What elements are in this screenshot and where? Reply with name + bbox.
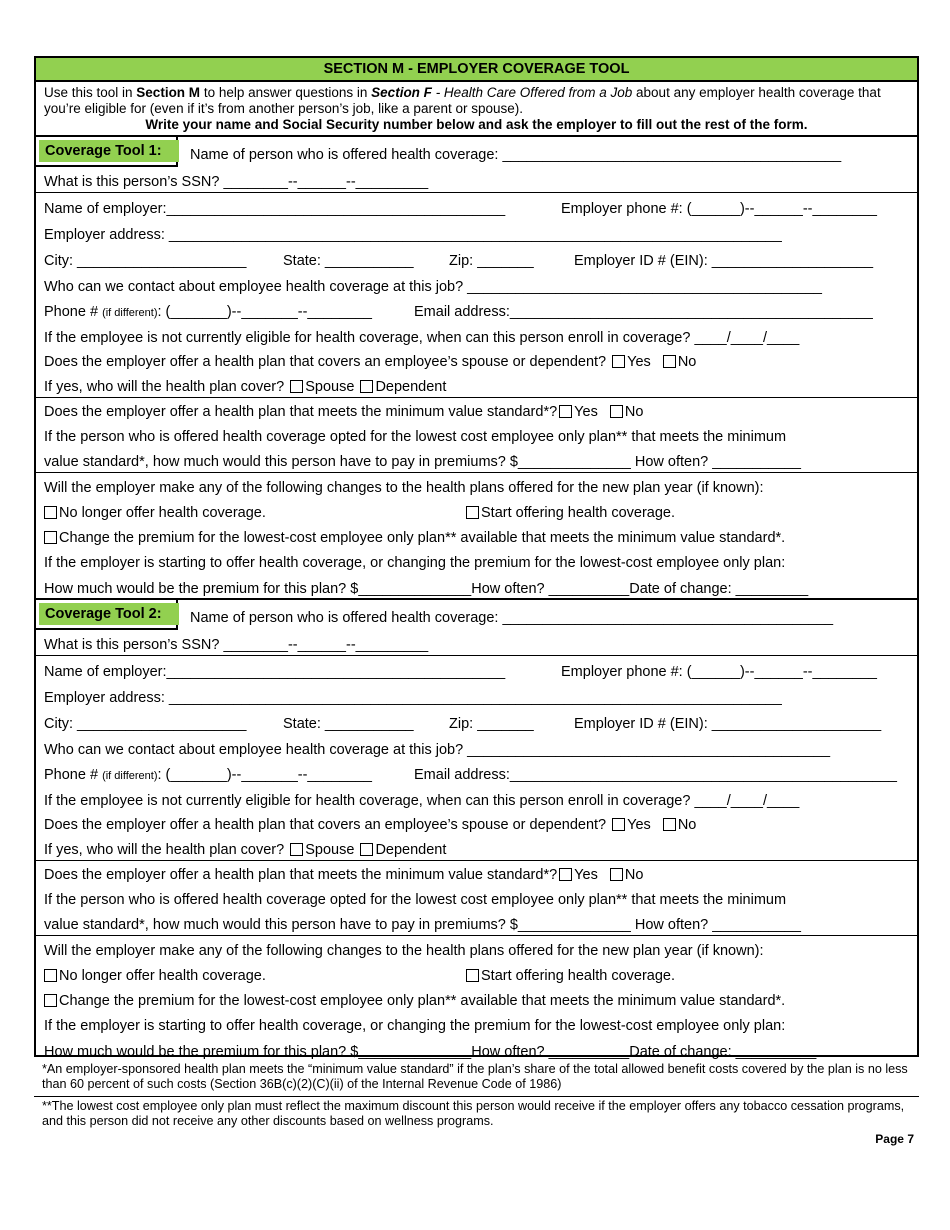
new-premium-field[interactable]: How much would be the premium for this plan? $______________How often? __________Date of change: _________	[44, 581, 809, 597]
divider	[36, 860, 917, 861]
tool-badge-box	[36, 600, 178, 630]
change-premium-checkbox[interactable]	[44, 994, 57, 1007]
question-text: If yes, who will the health plan cover?	[44, 379, 285, 395]
page-number: Page 7	[875, 1132, 914, 1146]
option-label: Start offering health coverage.	[481, 505, 675, 521]
dependent-checkbox[interactable]	[360, 380, 373, 393]
dependent-checkbox[interactable]	[360, 843, 373, 856]
intro-part: - Health Care Offered from a Job	[431, 85, 633, 100]
question-text: Does the employer offer a health plan that covers an employee’s spouse or dependent?	[44, 354, 607, 370]
person-name-field[interactable]: Name of person who is offered health coverage: __________________________________________	[190, 147, 842, 163]
coverage-tool-1	[36, 137, 917, 599]
city-field[interactable]: City: _____________________	[44, 253, 247, 269]
premium-field[interactable]: value standard*, how much would this person have to pay in premiums? $______________ How often? ___________	[44, 454, 801, 470]
start-offering-checkbox[interactable]	[466, 969, 479, 982]
yes-checkbox[interactable]	[612, 818, 625, 831]
start-offering-option	[466, 967, 911, 985]
question-text: Does the employer offer a health plan that covers an employee’s spouse or dependent?	[44, 817, 607, 833]
tool-badge: Coverage Tool 1:	[39, 140, 179, 162]
spouse-checkbox[interactable]	[290, 380, 303, 393]
divider	[36, 935, 917, 936]
no-checkbox[interactable]	[610, 405, 623, 418]
phone-blank: : (_______)--_______--________	[157, 767, 372, 783]
tool-badge-box	[36, 137, 178, 167]
change-premium-option	[44, 529, 911, 547]
dependent-label: Dependent	[375, 379, 447, 395]
yes-checkbox[interactable]	[559, 405, 572, 418]
intro-text	[36, 82, 917, 136]
changes-question: Will the employer make any of the following changes to the health plans offered for the new plan year (if known):	[44, 943, 764, 959]
intro-part: Section F	[371, 85, 432, 100]
no-label: No	[677, 817, 697, 833]
yes-checkbox[interactable]	[612, 355, 625, 368]
option-label: Start offering health coverage.	[481, 968, 675, 984]
phone-label: Phone #	[44, 767, 103, 783]
phone-blank: : (_______)--_______--________	[157, 304, 372, 320]
yes-checkbox[interactable]	[559, 868, 572, 881]
person-name-field[interactable]: Name of person who is offered health coverage: _________________________________________	[190, 610, 834, 626]
state-field[interactable]: State: ___________	[283, 716, 414, 732]
intro-paragraph	[44, 85, 909, 117]
dependent-label: Dependent	[375, 842, 447, 858]
min-value-question	[44, 403, 911, 421]
spouse-label: Spouse	[305, 842, 355, 858]
phone-note: (if different)	[102, 307, 158, 319]
contact-field[interactable]: Who can we contact about employee health coverage at this job? ____________________________________________	[44, 279, 823, 295]
no-longer-checkbox[interactable]	[44, 969, 57, 982]
change-premium-checkbox[interactable]	[44, 531, 57, 544]
divider	[36, 472, 917, 473]
lowest-cost-line-1: If the person who is offered health coverage opted for the lowest cost employee only plan** that meets the minimum	[44, 892, 787, 908]
phone-note: (if different)	[102, 770, 158, 782]
start-offering-option	[466, 504, 911, 522]
email-field[interactable]: Email address:________________________________________________	[414, 767, 897, 783]
contact-field[interactable]: Who can we contact about employee health coverage at this job? _____________________________________________	[44, 742, 831, 758]
min-value-question	[44, 866, 911, 884]
intro-part: to help answer questions in	[200, 85, 372, 100]
option-label: Change the premium for the lowest-cost employee only plan** available that meets the minimum value standard*.	[59, 530, 786, 546]
premium-field[interactable]: value standard*, how much would this person have to pay in premiums? $______________ How often? ___________	[44, 917, 801, 933]
employer-name-field[interactable]: Name of employer:__________________________________________	[44, 664, 506, 680]
email-field[interactable]: Email address:_____________________________________________	[414, 304, 873, 320]
ein-field[interactable]: Employer ID # (EIN): _____________________	[574, 716, 882, 732]
intro-part: about any employer health coverage that you’re eligible for (even if it’s from another person’s job, like a parent or spouse).	[44, 85, 881, 116]
new-premium-field[interactable]: How much would be the premium for this plan? $______________How often? __________Date of change: __________	[44, 1044, 817, 1060]
option-label: No longer offer health coverage.	[59, 505, 266, 521]
coverage-tool-2	[36, 600, 917, 1060]
no-checkbox[interactable]	[663, 355, 676, 368]
option-label: No longer offer health coverage.	[59, 968, 266, 984]
spouse-checkbox[interactable]	[290, 843, 303, 856]
divider	[36, 192, 917, 193]
intro-instruction: Write your name and Social Security number below and ask the employer to fill out the rest of the form.	[145, 117, 808, 132]
footnote-min-value: *An employer-sponsored health plan meets the “minimum value standard” if the plan’s share of the total allowed benefit costs covered by the plan is no less than 60 percent of such costs (Section 36B(c)(2)(C)(ii) of the Internal Revenue Code of 1986)	[42, 1062, 908, 1091]
employer-coverage-form	[34, 56, 919, 1060]
employer-name-field[interactable]: Name of employer:__________________________________________	[44, 201, 506, 217]
employer-phone-field[interactable]: Employer phone #: (______)--______--________	[561, 664, 877, 680]
question-text: Does the employer offer a health plan that meets the minimum value standard*?	[44, 867, 558, 883]
who-cover-question	[44, 841, 911, 859]
footnote-lowest-cost: **The lowest cost employee only plan must reflect the maximum discount this person would receive if the employer offers any tobacco cessation programs, and this person did not receive any other discounts based on wellness programs.	[42, 1099, 905, 1128]
starting-text: If the employer is starting to offer health coverage, or changing the premium for the lowest-cost employee only plan:	[44, 555, 786, 571]
no-label: No	[677, 354, 697, 370]
question-text: If yes, who will the health plan cover?	[44, 842, 285, 858]
option-label: Change the premium for the lowest-cost employee only plan** available that meets the minimum value standard*.	[59, 993, 786, 1009]
employer-address-field[interactable]: Employer address: ____________________________________________________________________________	[44, 690, 782, 706]
zip-field[interactable]: Zip: _______	[449, 716, 534, 732]
no-checkbox[interactable]	[610, 868, 623, 881]
section-title: SECTION M - EMPLOYER COVERAGE TOOL	[36, 58, 917, 82]
ein-field[interactable]: Employer ID # (EIN): ____________________	[574, 253, 874, 269]
lowest-cost-line-1: If the person who is offered health coverage opted for the lowest cost employee only plan** that meets the minimum	[44, 429, 787, 445]
yes-label: Yes	[627, 817, 651, 833]
no-longer-checkbox[interactable]	[44, 506, 57, 519]
spouse-label: Spouse	[305, 379, 355, 395]
change-premium-option	[44, 992, 911, 1010]
tool-badge: Coverage Tool 2:	[39, 603, 179, 625]
yes-label: Yes	[574, 404, 598, 420]
start-offering-checkbox[interactable]	[466, 506, 479, 519]
starting-text: If the employer is starting to offer health coverage, or changing the premium for the lowest-cost employee only plan:	[44, 1018, 786, 1034]
no-checkbox[interactable]	[663, 818, 676, 831]
intro-part: Use this tool in	[44, 85, 137, 100]
employer-address-field[interactable]: Employer address: ____________________________________________________________________________	[44, 227, 782, 243]
who-cover-question	[44, 378, 911, 396]
spouse-question	[44, 816, 911, 834]
no-label: No	[624, 404, 644, 420]
intro-part: Section M	[136, 85, 201, 100]
employer-phone-field[interactable]: Employer phone #: (______)--______--________	[561, 201, 877, 217]
ssn-field[interactable]: What is this person’s SSN? ________--______--_________	[44, 637, 429, 653]
enroll-date-field[interactable]: If the employee is not currently eligible for health coverage, when can this person enroll in coverage? ____/____/____	[44, 330, 800, 346]
phone-label: Phone #	[44, 304, 103, 320]
divider	[36, 397, 917, 398]
yes-label: Yes	[574, 867, 598, 883]
divider	[34, 1096, 919, 1097]
ssn-field[interactable]: What is this person’s SSN? ________--______--_________	[44, 174, 429, 190]
no-label: No	[624, 867, 644, 883]
state-field[interactable]: State: ___________	[283, 253, 414, 269]
city-field[interactable]: City: _____________________	[44, 716, 247, 732]
question-text: Does the employer offer a health plan that meets the minimum value standard*?	[44, 404, 558, 420]
changes-question: Will the employer make any of the following changes to the health plans offered for the new plan year (if known):	[44, 480, 764, 496]
divider	[36, 655, 917, 656]
enroll-date-field[interactable]: If the employee is not currently eligible for health coverage, when can this person enroll in coverage? ____/____/____	[44, 793, 800, 809]
zip-field[interactable]: Zip: _______	[449, 253, 534, 269]
spouse-question	[44, 353, 911, 371]
yes-label: Yes	[627, 354, 651, 370]
